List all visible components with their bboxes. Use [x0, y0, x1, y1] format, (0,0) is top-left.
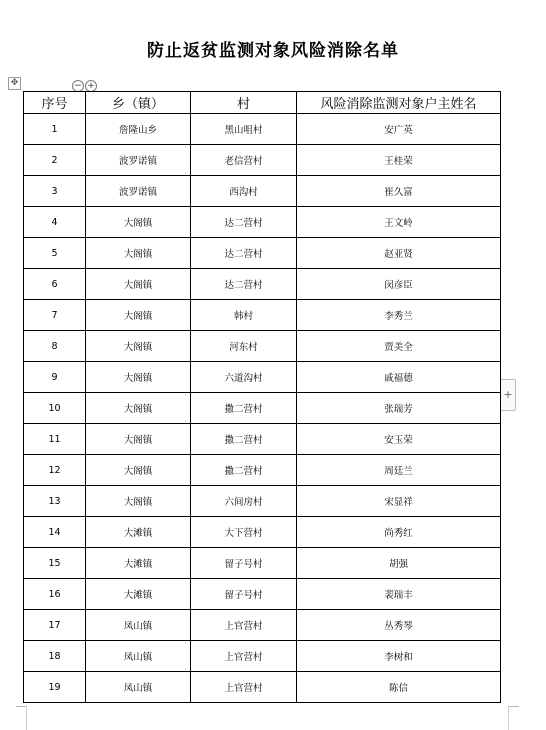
cell-township[interactable]: 大阁镇: [86, 331, 191, 362]
table-row: [24, 610, 501, 641]
page-corner-mark: [508, 706, 519, 717]
cell-householder[interactable]: 李树和: [297, 641, 501, 672]
cell-serial[interactable]: 18: [24, 641, 86, 672]
table-row: [24, 455, 501, 486]
cell-village[interactable]: 西沟村: [191, 176, 297, 207]
cell-village[interactable]: 河东村: [191, 331, 297, 362]
cell-village[interactable]: 老信营村: [191, 145, 297, 176]
cell-serial[interactable]: 5: [24, 238, 86, 269]
cell-village[interactable]: 六间房村: [191, 486, 297, 517]
cell-township[interactable]: 詹隆山乡: [86, 114, 191, 145]
cell-serial[interactable]: 3: [24, 176, 86, 207]
cell-serial[interactable]: 19: [24, 672, 86, 703]
document-title: 防止返贫监测对象风险消除名单: [147, 41, 399, 61]
cell-township[interactable]: 波罗诺镇: [86, 145, 191, 176]
cell-householder[interactable]: 贾美全: [297, 331, 501, 362]
cell-householder[interactable]: 崔久富: [297, 176, 501, 207]
page-margin-line: [508, 706, 509, 730]
cell-serial[interactable]: 11: [24, 424, 86, 455]
cell-householder[interactable]: 安玉荣: [297, 424, 501, 455]
cell-serial[interactable]: 13: [24, 486, 86, 517]
cell-householder[interactable]: 宋显祥: [297, 486, 501, 517]
cell-serial[interactable]: 8: [24, 331, 86, 362]
remove-column-icon[interactable]: −: [72, 80, 84, 92]
cell-serial[interactable]: 9: [24, 362, 86, 393]
cell-township[interactable]: 大阁镇: [86, 238, 191, 269]
cell-householder[interactable]: 戚福德: [297, 362, 501, 393]
elimination-list-table: [23, 91, 501, 703]
table-row: [24, 517, 501, 548]
header-householder: 风险消除监测对象户主姓名: [297, 92, 501, 114]
cell-township[interactable]: 大阁镇: [86, 455, 191, 486]
table-row: [24, 300, 501, 331]
table-row: [24, 269, 501, 300]
cell-township[interactable]: 凤山镇: [86, 610, 191, 641]
cell-householder[interactable]: 丛秀琴: [297, 610, 501, 641]
header-village: 村: [191, 92, 297, 114]
table-row: [24, 393, 501, 424]
cell-township[interactable]: 大阁镇: [86, 207, 191, 238]
table-row: [24, 362, 501, 393]
cell-township[interactable]: 大滩镇: [86, 579, 191, 610]
cell-serial[interactable]: 4: [24, 207, 86, 238]
table-row: [24, 672, 501, 703]
cell-township[interactable]: 大阁镇: [86, 300, 191, 331]
cell-township[interactable]: 大阁镇: [86, 486, 191, 517]
cell-village[interactable]: 大下营村: [191, 517, 297, 548]
cell-township[interactable]: 大阁镇: [86, 424, 191, 455]
header-serial: 序号: [24, 92, 86, 114]
cell-serial[interactable]: 17: [24, 610, 86, 641]
cell-township[interactable]: 波罗诺镇: [86, 176, 191, 207]
cell-serial[interactable]: 15: [24, 548, 86, 579]
cell-serial[interactable]: 16: [24, 579, 86, 610]
table-row: [24, 331, 501, 362]
cell-householder[interactable]: 裴瑞丰: [297, 579, 501, 610]
cell-village[interactable]: 达二营村: [191, 269, 297, 300]
table-row: [24, 114, 501, 145]
cell-householder[interactable]: 李秀兰: [297, 300, 501, 331]
table-row: [24, 579, 501, 610]
cell-township[interactable]: 凤山镇: [86, 672, 191, 703]
cell-village[interactable]: 撒二营村: [191, 393, 297, 424]
table-row: [24, 548, 501, 579]
table-row: [24, 424, 501, 455]
cell-serial[interactable]: 6: [24, 269, 86, 300]
cell-householder[interactable]: 赵亚贤: [297, 238, 501, 269]
cell-householder[interactable]: 张瑞芳: [297, 393, 501, 424]
cell-serial[interactable]: 12: [24, 455, 86, 486]
cell-village[interactable]: 上官营村: [191, 641, 297, 672]
cell-township[interactable]: 凤山镇: [86, 641, 191, 672]
cell-householder[interactable]: 王桂荣: [297, 145, 501, 176]
table-row: [24, 238, 501, 269]
cell-village[interactable]: 达二营村: [191, 207, 297, 238]
cell-village[interactable]: 韩村: [191, 300, 297, 331]
cell-householder[interactable]: 陈信: [297, 672, 501, 703]
cell-village[interactable]: 撒二营村: [191, 455, 297, 486]
table-row: [24, 145, 501, 176]
table-header-row: [24, 92, 501, 114]
cell-village[interactable]: 达二营村: [191, 238, 297, 269]
cell-serial[interactable]: 10: [24, 393, 86, 424]
table-row: [24, 486, 501, 517]
table-row: [24, 641, 501, 672]
cell-township[interactable]: 大阁镇: [86, 362, 191, 393]
add-row-icon[interactable]: +: [500, 379, 516, 411]
cell-householder[interactable]: 尚秀红: [297, 517, 501, 548]
cell-township[interactable]: 大阁镇: [86, 269, 191, 300]
cell-serial[interactable]: 2: [24, 145, 86, 176]
cell-householder[interactable]: 胡强: [297, 548, 501, 579]
cell-serial[interactable]: 14: [24, 517, 86, 548]
add-column-icon[interactable]: +: [85, 80, 97, 92]
cell-serial[interactable]: 1: [24, 114, 86, 145]
cell-township[interactable]: 大滩镇: [86, 517, 191, 548]
header-township: 乡（镇）: [86, 92, 191, 114]
table-move-handle-icon[interactable]: ✥: [8, 77, 21, 90]
page-margin-line: [26, 706, 27, 730]
cell-village[interactable]: 撒二营村: [191, 424, 297, 455]
cell-village[interactable]: 上官营村: [191, 610, 297, 641]
cell-village[interactable]: 六道沟村: [191, 362, 297, 393]
cell-township[interactable]: 大阁镇: [86, 393, 191, 424]
cell-village[interactable]: 留子号村: [191, 579, 297, 610]
cell-township[interactable]: 大滩镇: [86, 548, 191, 579]
cell-householder[interactable]: 周廷兰: [297, 455, 501, 486]
cell-serial[interactable]: 7: [24, 300, 86, 331]
table-row: [24, 176, 501, 207]
table-row: [24, 207, 501, 238]
cell-village[interactable]: 上官营村: [191, 672, 297, 703]
cell-village[interactable]: 留子号村: [191, 548, 297, 579]
cell-householder[interactable]: 王文岭: [297, 207, 501, 238]
cell-village[interactable]: 黑山咀村: [191, 114, 297, 145]
cell-householder[interactable]: 安广英: [297, 114, 501, 145]
cell-householder[interactable]: 闵彦臣: [297, 269, 501, 300]
